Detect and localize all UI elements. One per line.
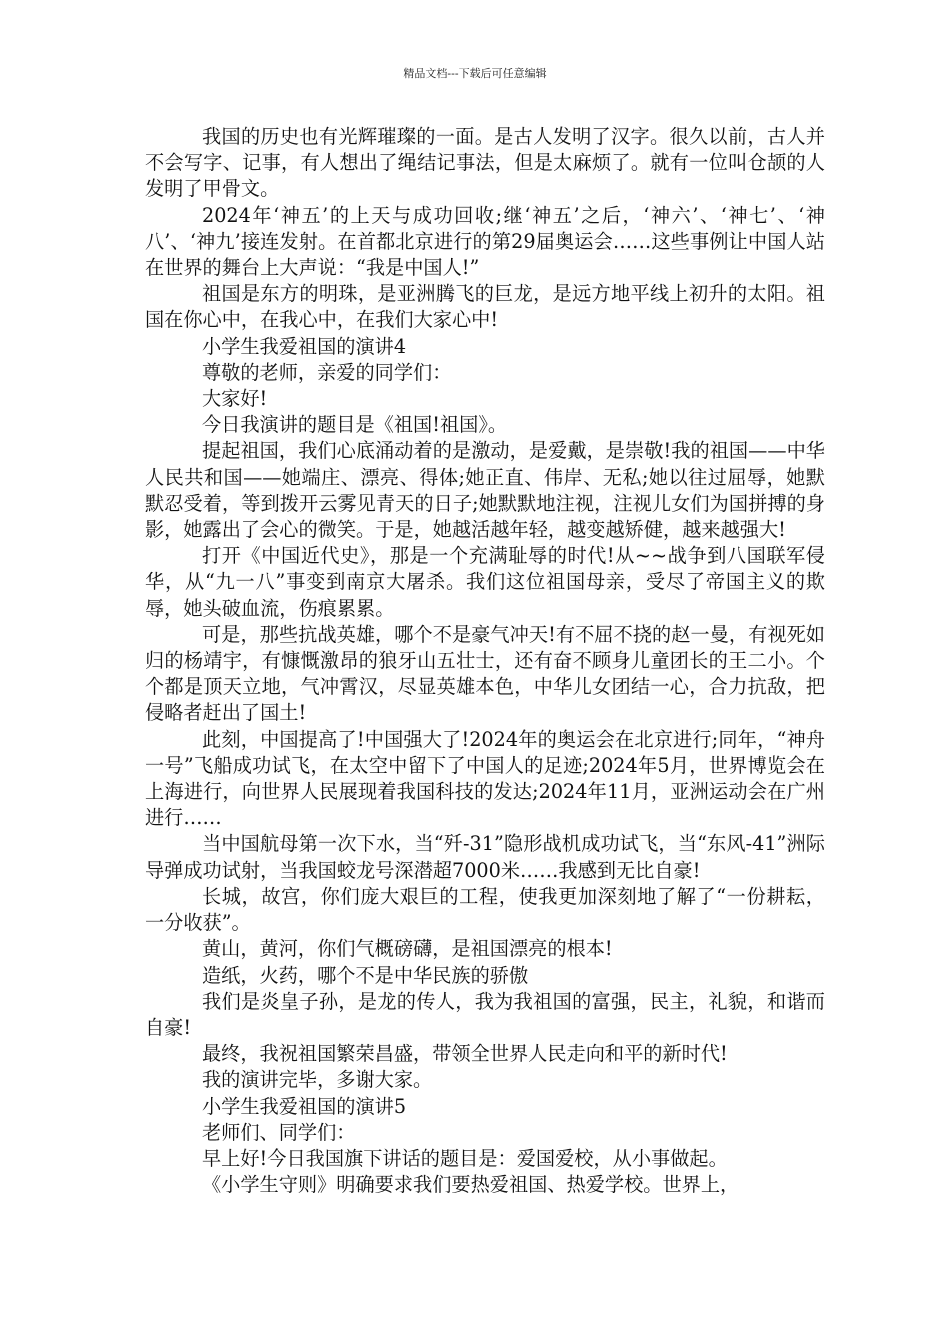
salutation: 老师们、同学们： <box>202 1120 356 1144</box>
paragraph: 我国的历史也有光辉璀璨的一面。是古人发明了汉字。很久以前，古人并不会写字、记事，有人想出了绳结记事法，但是太麻烦了。就有一位叫仓颉的人发明了甲骨文。 <box>145 125 825 201</box>
paragraph: 长城，故宫，你们庞大艰巨的工程，使我更加深刻地了解了“一份耕耘，一分收获”。 <box>145 884 825 935</box>
greeting: 大家好! <box>202 387 268 411</box>
paragraph: 提起祖国，我们心底涌动着的是激动，是爱戴，是崇敬!我的祖国——中华人民共和国——她端庄、漂亮、得体;她正直、伟岸、无私;她以往过屈辱，她默默忍受着，等到拨开云雾见青天的日子;她默默地注视，注视儿女们为国拼搏的身影，她露出了会心的微笑。于是，她越活越年轻，越变越矫健，越来越强大! <box>145 439 825 542</box>
document-body <box>145 124 825 1198</box>
section-heading: 小学生我爱祖国的演讲4 <box>202 334 407 358</box>
paragraph: 《小学生守则》明确要求我们要热爱祖国、热爱学校。世界上， <box>202 1173 740 1197</box>
paragraph: 可是，那些抗战英雄，哪个不是豪气冲天!有不屈不挠的赵一曼，有视死如归的杨靖宇，有慷慨激昂的狼牙山五壮士，还有奋不顾身儿童团长的王二小。个个都是顶天立地，气冲霄汉，尽显英雄本色，中华儿女团结一心，合力抗敌，把侵略者赶出了国土! <box>145 622 825 725</box>
paragraph: 今日我演讲的题目是《祖国!祖国》。 <box>202 413 508 437</box>
paragraph: 最终，我祝祖国繁荣昌盛，带领全世界人民走向和平的新时代! <box>202 1042 728 1066</box>
paragraph: 祖国是东方的明珠，是亚洲腾飞的巨龙，是远方地平线上初升的太阳。祖国在你心中，在我心中，在我们大家心中! <box>145 282 825 332</box>
paragraph: 我们是炎皇子孙，是龙的传人，我为我祖国的富强，民主，礼貌，和谐而自豪! <box>145 989 825 1039</box>
paragraph: 黄山，黄河，你们气概磅礴，是祖国漂亮的根本! <box>202 937 613 961</box>
salutation: 尊敬的老师，亲爱的同学们： <box>202 360 452 384</box>
paragraph: 当中国航母第一次下水，当“歼-31”隐形战机成功试飞，当“东风-41”洲际导弹成功试射，当我国蛟龙号深潜超7000米……我感到无比自豪! <box>145 832 825 882</box>
paragraph: 我的演讲完毕，多谢大家。 <box>202 1068 433 1092</box>
paragraph: 造纸，火药，哪个不是中华民族的骄傲 <box>202 963 529 987</box>
paragraph: 打开《中国近代史》，那是一个充满耻辱的时代!从~~战争到八国联军侵华，从“九一八”事变到南京大屠杀。我们这位祖国母亲，受尽了帝国主义的欺辱，她头破血流，伤痕累累。 <box>145 544 825 620</box>
paragraph: 此刻，中国提高了!中国强大了!2024年的奥运会在北京进行;同年，“神舟一号”飞船成功试飞，在太空中留下了中国人的足迹;2024年5月，世界博览会在上海进行，向世界人民展现着我国科技的发达;2024年11月，亚洲运动会在广州进行…… <box>145 727 825 830</box>
page-header: 精品文档---下载后可任意编辑 <box>403 67 547 80</box>
section-heading: 小学生我爱祖国的演讲5 <box>202 1094 407 1118</box>
paragraph: 早上好!今日我国旗下讲话的题目是：爱国爱校，从小事做起。 <box>202 1146 728 1170</box>
paragraph: 2024年‘神五’的上天与成功回收;继‘神五’之后，‘神六’、‘神七’、‘神八’、‘神九’接连发射。在首都北京进行的第29届奥运会……这些事例让中国人站在世界的舞台上大声说：“我是中国人!” <box>145 203 825 280</box>
